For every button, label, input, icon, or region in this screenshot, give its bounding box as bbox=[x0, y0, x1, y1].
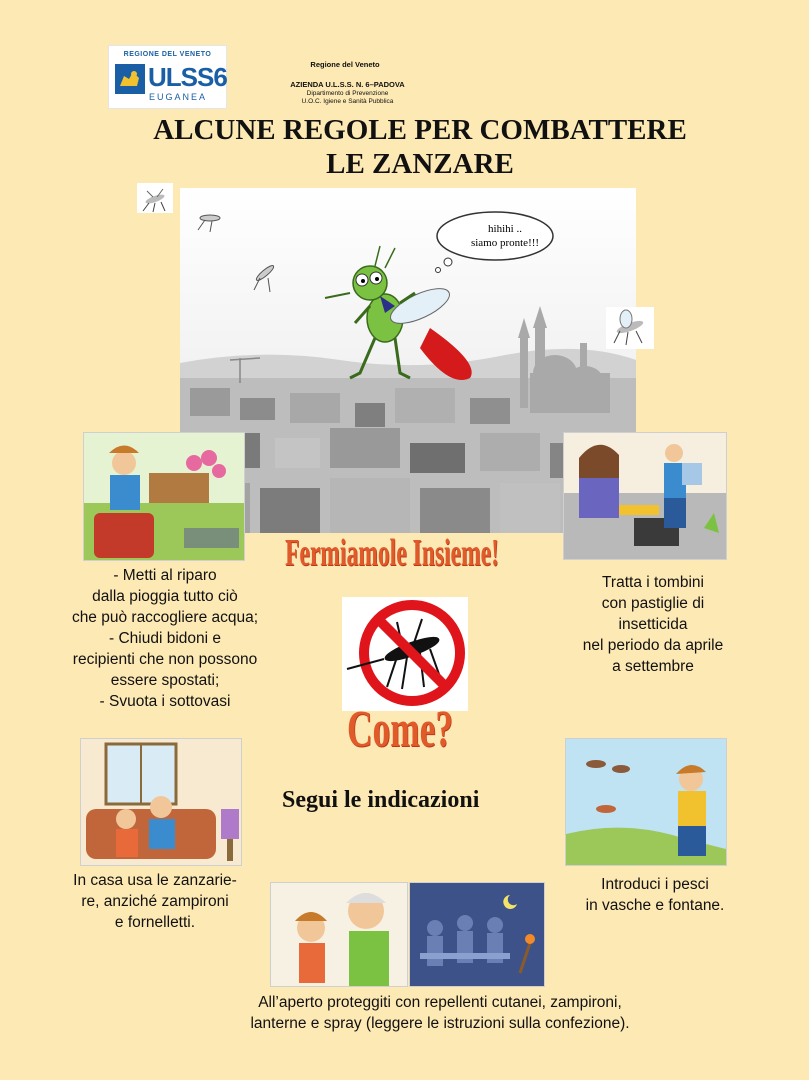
tip-left-bottom bbox=[50, 870, 260, 933]
tip-right-bottom-line: Introduci i pesci bbox=[601, 876, 709, 893]
living-room-illustration bbox=[80, 738, 242, 866]
garden-illustration bbox=[83, 432, 245, 561]
tip-right-top-line: Tratta i tombini bbox=[602, 574, 704, 591]
tip-left-top-line: - Chiudi bidoni e bbox=[108, 630, 221, 647]
header-region: Regione del Veneto bbox=[310, 60, 380, 69]
page-title-line1: ALCUNE REGOLE PER COMBATTERE bbox=[153, 114, 687, 146]
tip-left-top bbox=[50, 565, 280, 712]
logo-region-text: REGIONE DEL VENETO bbox=[123, 51, 212, 58]
tip-right-top-line: a settembre bbox=[612, 658, 694, 675]
tip-bottom-line: All’aperto proteggiti con repellenti cutanei, zampironi, bbox=[258, 994, 622, 1011]
tip-right-top-line: con pastiglie di bbox=[601, 595, 705, 612]
flying-mosquito-icon bbox=[606, 307, 654, 349]
tip-bottom bbox=[150, 992, 730, 1034]
thought-bubble-line1: hihihi .. bbox=[488, 223, 522, 235]
tip-left-bottom-line: In casa usa le zanzarie- bbox=[73, 872, 237, 889]
small-mosquito-icon bbox=[137, 183, 173, 213]
sewer-illustration bbox=[563, 432, 727, 560]
night-garden-illustration bbox=[409, 882, 545, 987]
slogan-text: Fermiamole Insieme! bbox=[285, 532, 499, 574]
pond-illustration bbox=[565, 738, 727, 866]
tip-right-bottom bbox=[555, 874, 755, 916]
tip-left-top-line: che può raccogliere acqua; bbox=[71, 609, 259, 626]
tip-right-bottom-line: in vasche e fontane. bbox=[585, 897, 725, 914]
tip-left-bottom-line: e fornelletti. bbox=[114, 914, 196, 931]
segui-text: Segui le indicazioni bbox=[282, 787, 480, 813]
tip-right-top-line: nel periodo da aprile bbox=[582, 637, 724, 654]
lion-of-st-mark-icon bbox=[115, 64, 145, 94]
come-text: Come? bbox=[347, 701, 454, 758]
tip-bottom-line: lanterne e spray (leggere le istruzioni sulla confezione). bbox=[250, 1015, 630, 1032]
tip-left-top-line: recipienti che non possono bbox=[72, 651, 258, 668]
header-uoc: U.O.C. Igiene e Sanità Pubblica bbox=[301, 98, 394, 105]
tip-right-top bbox=[553, 572, 753, 677]
header-azienda: AZIENDA U.L.S.S. N. 6–PADOVA bbox=[290, 80, 405, 89]
tip-left-top-line: - Svuota i sottovasi bbox=[99, 693, 231, 710]
tip-left-top-line: - Metti al riparo bbox=[113, 567, 217, 584]
tip-right-top-line: insetticida bbox=[618, 616, 688, 633]
logo-ulss-text: ULSS6 bbox=[148, 62, 227, 92]
header-dipartimento: Dipartimento di Prevenzione bbox=[306, 90, 389, 97]
tip-left-top-line: essere spostati; bbox=[110, 672, 220, 689]
logo-euganea-text: EUGANEA bbox=[149, 92, 208, 102]
no-mosquito-sign bbox=[342, 597, 468, 711]
tip-left-top-line: dalla pioggia tutto ciò bbox=[92, 588, 238, 605]
tip-left-bottom-line: re, anziché zampironi bbox=[81, 893, 229, 910]
thought-bubble-line2: siamo pronte!!! bbox=[470, 237, 540, 249]
grandma-repellent-illustration bbox=[270, 882, 408, 987]
page-title-line2: LE ZANZARE bbox=[326, 148, 514, 180]
ulss6-logo bbox=[108, 45, 227, 109]
